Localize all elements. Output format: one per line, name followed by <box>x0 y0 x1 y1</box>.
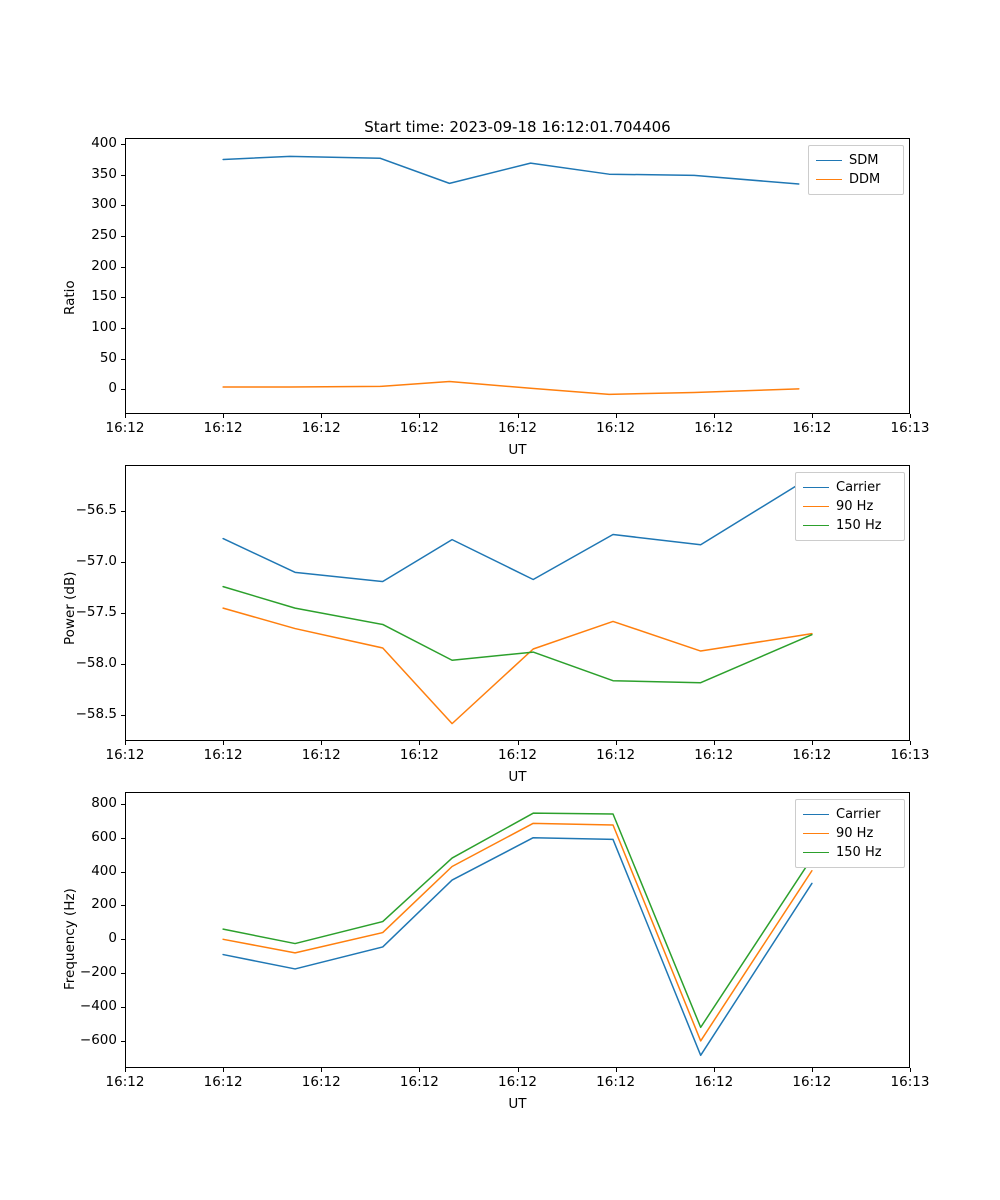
chart-title: Start time: 2023-09-18 16:12:01.704406 <box>364 118 671 136</box>
legend-color-swatch <box>803 814 829 815</box>
y-tick-label: −58.5 <box>75 706 117 723</box>
x-tick-mark <box>518 741 519 745</box>
x-tick-label: 16:12 <box>694 420 734 436</box>
y-tick-mark <box>121 973 125 974</box>
y-tick-label: 0 <box>108 930 117 947</box>
y-tick-mark <box>121 144 125 145</box>
x-tick-mark <box>321 414 322 418</box>
x-tick-mark <box>125 414 126 418</box>
x-tick-mark <box>518 1068 519 1072</box>
x-tick-label: 16:12 <box>105 1074 145 1090</box>
x-tick-label: 16:12 <box>105 747 145 763</box>
x-tick-label: 16:12 <box>596 747 636 763</box>
legend-item <box>816 170 896 189</box>
x-tick-label: 16:13 <box>890 747 930 763</box>
x-tick-label: 16:13 <box>890 420 930 436</box>
legend-label: Carrier <box>836 480 881 495</box>
y-tick-label: −57.5 <box>75 604 117 621</box>
x-tick-mark <box>223 414 224 418</box>
y-tick-mark <box>121 562 125 563</box>
y-tick-label: −58.0 <box>75 655 117 672</box>
x-tick-label: 16:12 <box>203 1074 243 1090</box>
x-tick-mark <box>419 1068 420 1072</box>
x-tick-mark <box>616 414 617 418</box>
x-tick-label: 16:12 <box>301 747 341 763</box>
x-tick-mark <box>223 741 224 745</box>
plot-lines-frequency <box>125 792 910 1068</box>
x-tick-label: 16:12 <box>596 420 636 436</box>
y-tick-label: 250 <box>91 227 117 244</box>
x-tick-label: 16:12 <box>792 1074 832 1090</box>
y-tick-mark <box>121 905 125 906</box>
x-tick-mark <box>812 1068 813 1072</box>
x-tick-label: 16:12 <box>498 420 537 436</box>
legend-color-swatch <box>803 487 829 488</box>
x-tick-label: 16:12 <box>105 420 145 436</box>
y-tick-mark <box>121 1007 125 1008</box>
x-tick-label: 16:12 <box>203 747 243 763</box>
x-tick-mark <box>910 741 911 745</box>
chart-panel-power <box>125 465 910 741</box>
x-tick-mark <box>125 1068 126 1072</box>
x-tick-mark <box>125 741 126 745</box>
y-tick-label: 200 <box>91 257 117 274</box>
y-tick-label: 0 <box>108 380 117 397</box>
y-tick-mark <box>121 939 125 940</box>
legend-color-swatch <box>803 852 829 853</box>
legend-color-swatch <box>816 160 842 161</box>
y-axis-label-frequency: Frequency (Hz) <box>62 888 78 990</box>
legend-item <box>803 516 897 535</box>
y-tick-mark <box>121 715 125 716</box>
x-tick-label: 16:12 <box>399 1074 439 1090</box>
legend-ratio <box>808 145 904 195</box>
x-axis-label-power: UT <box>508 769 527 785</box>
x-tick-label: 16:12 <box>399 747 439 763</box>
legend-color-swatch <box>816 179 842 180</box>
x-tick-mark <box>223 1068 224 1072</box>
x-tick-mark <box>419 414 420 418</box>
legend-item <box>803 824 897 843</box>
y-tick-label: 400 <box>91 862 117 879</box>
y-tick-label: −56.5 <box>75 502 117 518</box>
legend-item <box>803 478 897 497</box>
x-tick-label: 16:13 <box>890 1074 930 1090</box>
legend-item <box>803 843 897 862</box>
x-tick-label: 16:12 <box>203 420 243 436</box>
y-tick-mark <box>121 613 125 614</box>
legend-label: DDM <box>849 172 881 187</box>
x-tick-label: 16:12 <box>301 1074 341 1090</box>
series-line-90-hz <box>223 823 812 1041</box>
y-tick-mark <box>121 297 125 298</box>
x-tick-mark <box>812 414 813 418</box>
x-tick-mark <box>910 414 911 418</box>
x-tick-mark <box>616 1068 617 1072</box>
y-tick-mark <box>121 267 125 268</box>
x-tick-mark <box>321 1068 322 1072</box>
legend-color-swatch <box>803 525 829 526</box>
legend-color-swatch <box>803 506 829 507</box>
legend-label: 90 Hz <box>836 499 874 514</box>
y-tick-mark <box>121 1041 125 1042</box>
y-tick-mark <box>121 511 125 512</box>
y-tick-mark <box>121 389 125 390</box>
x-tick-mark <box>812 741 813 745</box>
x-tick-mark <box>321 741 322 745</box>
x-tick-mark <box>419 741 420 745</box>
y-tick-label: −600 <box>79 1031 117 1048</box>
x-tick-label: 16:12 <box>694 1074 734 1090</box>
legend-item <box>803 805 897 824</box>
y-tick-label: −57.0 <box>75 553 117 570</box>
y-tick-mark <box>121 872 125 873</box>
x-tick-label: 16:12 <box>596 1074 636 1090</box>
y-tick-mark <box>121 328 125 329</box>
legend-label: Carrier <box>836 807 881 822</box>
y-tick-label: 100 <box>91 319 117 336</box>
series-line-sdm <box>223 156 799 184</box>
x-tick-mark <box>714 1068 715 1072</box>
x-tick-label: 16:12 <box>399 420 439 436</box>
legend-label: 150 Hz <box>836 845 882 860</box>
x-tick-mark <box>910 1068 911 1072</box>
legend-label: 150 Hz <box>836 518 882 533</box>
y-axis-label-power: Power (dB) <box>62 571 78 645</box>
legend-label: SDM <box>849 153 879 168</box>
y-tick-mark <box>121 838 125 839</box>
x-tick-label: 16:12 <box>301 420 341 436</box>
y-tick-mark <box>121 175 125 176</box>
legend-power <box>795 472 905 541</box>
legend-label: 90 Hz <box>836 826 874 841</box>
x-axis-label-frequency: UT <box>508 1096 527 1112</box>
x-tick-mark <box>518 414 519 418</box>
legend-item <box>803 497 897 516</box>
legend-frequency <box>795 799 905 868</box>
y-tick-mark <box>121 804 125 805</box>
x-axis-label-ratio: UT <box>508 442 527 458</box>
x-tick-mark <box>714 741 715 745</box>
y-tick-label: 50 <box>99 349 117 366</box>
x-tick-label: 16:12 <box>498 747 537 763</box>
series-line-90-hz <box>223 608 812 724</box>
x-tick-label: 16:12 <box>498 1074 537 1090</box>
y-tick-label: 800 <box>91 794 117 811</box>
legend-color-swatch <box>803 833 829 834</box>
y-tick-mark <box>121 236 125 237</box>
y-tick-label: 350 <box>91 165 117 182</box>
y-tick-mark <box>121 664 125 665</box>
y-tick-label: 300 <box>91 196 117 213</box>
series-line-ddm <box>223 381 799 394</box>
y-tick-label: 200 <box>91 896 117 913</box>
series-line-150-hz <box>223 587 812 683</box>
x-tick-mark <box>616 741 617 745</box>
series-line-carrier <box>223 838 812 1056</box>
y-tick-label: −200 <box>79 964 117 981</box>
y-tick-label: −400 <box>79 998 117 1015</box>
series-line-carrier <box>223 476 812 581</box>
y-tick-mark <box>121 205 125 206</box>
x-tick-mark <box>714 414 715 418</box>
chart-panel-frequency <box>125 792 910 1068</box>
x-tick-label: 16:12 <box>694 747 734 763</box>
y-tick-label: 600 <box>91 828 117 845</box>
chart-panel-ratio <box>125 138 910 414</box>
x-tick-label: 16:12 <box>792 747 832 763</box>
y-axis-label-ratio: Ratio <box>62 280 78 315</box>
plot-lines-power <box>125 465 910 741</box>
y-tick-label: 400 <box>91 135 117 152</box>
legend-item <box>816 151 896 170</box>
y-tick-mark <box>121 359 125 360</box>
x-tick-label: 16:12 <box>792 420 832 436</box>
y-tick-label: 150 <box>91 288 117 305</box>
plot-lines-ratio <box>125 138 910 414</box>
